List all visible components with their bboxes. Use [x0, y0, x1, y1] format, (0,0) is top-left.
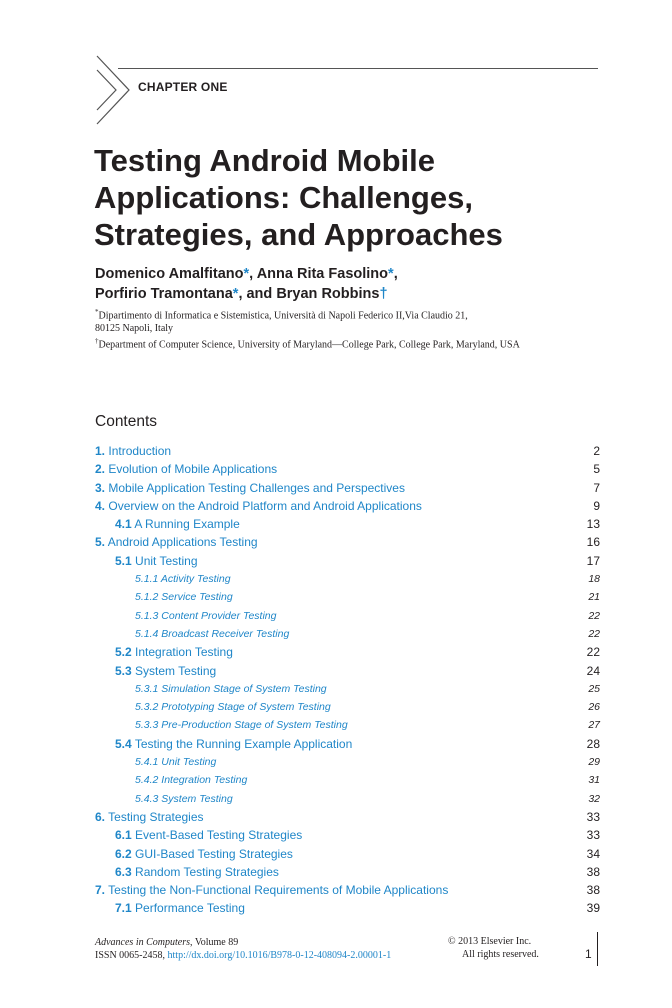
page-number-divider: [597, 932, 598, 966]
affiliation-text: Dipartimento di Informatica e Sistemistica, Università di Napoli Federico II,Via Claudio 21,: [98, 310, 468, 322]
toc-item[interactable]: 5.1.1 Activity Testing 18: [135, 573, 600, 586]
author-name: Bryan Robbins: [276, 286, 380, 302]
toc-item[interactable]: 5.4.3 System Testing 32: [135, 792, 600, 805]
doi-link[interactable]: http://dx.doi.org/10.1016/B978-0-12-408094-2.00001-1: [167, 950, 392, 961]
chapter-title: [94, 142, 614, 253]
toc-item[interactable]: 5.1.4 Broadcast Receiver Testing 22: [135, 627, 600, 640]
author-name: Domenico Amalfitano: [95, 266, 244, 282]
toc-item[interactable]: 5.2 Integration Testing 22: [115, 645, 600, 660]
toc-item[interactable]: 7. Testing the Non-Functional Requirements of Mobile Applications 38: [95, 883, 600, 898]
toc-item[interactable]: 2. Evolution of Mobile Applications 5: [95, 462, 600, 477]
toc-item[interactable]: 5.3.2 Prototyping Stage of System Testing 26: [135, 701, 600, 714]
title-line: Strategies, and Approaches: [94, 217, 503, 252]
author-name: Porfirio Tramontana: [95, 286, 233, 302]
toc-item[interactable]: 5.1 Unit Testing 17: [115, 553, 600, 568]
toc-item[interactable]: 5.4.2 Integration Testing 31: [135, 774, 600, 787]
toc-item[interactable]: 6.3 Random Testing Strategies 38: [115, 864, 600, 879]
page-footer: [95, 936, 391, 962]
toc-item[interactable]: 6.1 Event-Based Testing Strategies 33: [115, 828, 600, 843]
chapter-rule: [118, 68, 598, 69]
toc-item[interactable]: 5.4.1 Unit Testing 29: [135, 756, 600, 769]
affiliation-text: Department of Computer Science, University of Maryland—College Park, College Park, Maryland, USA: [98, 339, 520, 351]
issn: ISSN 0065-2458,: [95, 950, 166, 961]
toc-item[interactable]: 7.1 Performance Testing 39: [115, 901, 600, 916]
toc-item[interactable]: 1. Introduction 2: [95, 444, 600, 458]
affiliation-marker[interactable]: *: [388, 266, 394, 282]
toc-item[interactable]: 5. Android Applications Testing 16: [95, 535, 600, 550]
table-of-contents: [95, 442, 600, 918]
contents-heading: Contents: [95, 413, 158, 430]
affiliation-marker[interactable]: *: [243, 266, 250, 282]
title-line: Testing Android Mobile: [94, 143, 435, 178]
author-name: Anna Rita Fasolino: [256, 266, 389, 282]
title-line: Applications: Challenges,: [94, 180, 473, 215]
chapter-chevron-icon: [95, 54, 135, 126]
toc-item[interactable]: 4.1 A Running Example 13: [115, 517, 600, 532]
affiliations: *Dipartimento di Informatica e Sistemistica, Università di Napoli Federico II,Via Claudio 21, 80125 Napoli, Italy †Department of Computer Science, University of Maryland—College Park, College Park, Maryland, USA: [95, 308, 520, 351]
chapter-label: CHAPTER ONE: [138, 80, 228, 94]
affiliation-marker[interactable]: †: [379, 286, 388, 302]
copyright: © 2013 Elsevier Inc.: [448, 936, 532, 947]
series-name: Advances in Computers: [95, 937, 190, 948]
author-list: Domenico Amalfitano*, Anna Rita Fasolino*, Porfirio Tramontana*, and Bryan Robbins†: [95, 266, 398, 302]
toc-item[interactable]: 4. Overview on the Android Platform and Android Applications 9: [95, 498, 600, 513]
toc-item[interactable]: 6. Testing Strategies 33: [95, 809, 600, 824]
toc-item[interactable]: 5.3 System Testing 24: [115, 663, 600, 678]
volume: , Volume 89: [190, 937, 239, 948]
affiliation-text: 80125 Napoli, Italy: [95, 322, 174, 334]
toc-item[interactable]: 3. Mobile Application Testing Challenges and Perspectives 7: [95, 480, 600, 495]
toc-item[interactable]: 6.2 GUI-Based Testing Strategies 34: [115, 846, 600, 861]
page-number: 1: [585, 947, 592, 961]
toc-item[interactable]: 5.1.3 Content Provider Testing 22: [135, 609, 600, 622]
rights: All rights reserved.: [462, 949, 539, 960]
toc-item[interactable]: 5.1.2 Service Testing 21: [135, 591, 600, 604]
toc-item[interactable]: 5.4 Testing the Running Example Application 28: [115, 736, 600, 751]
toc-item[interactable]: 5.3.3 Pre-Production Stage of System Testing 27: [135, 719, 600, 732]
toc-item[interactable]: 5.3.1 Simulation Stage of System Testing 25: [135, 682, 600, 695]
affiliation-marker[interactable]: *: [232, 286, 239, 302]
